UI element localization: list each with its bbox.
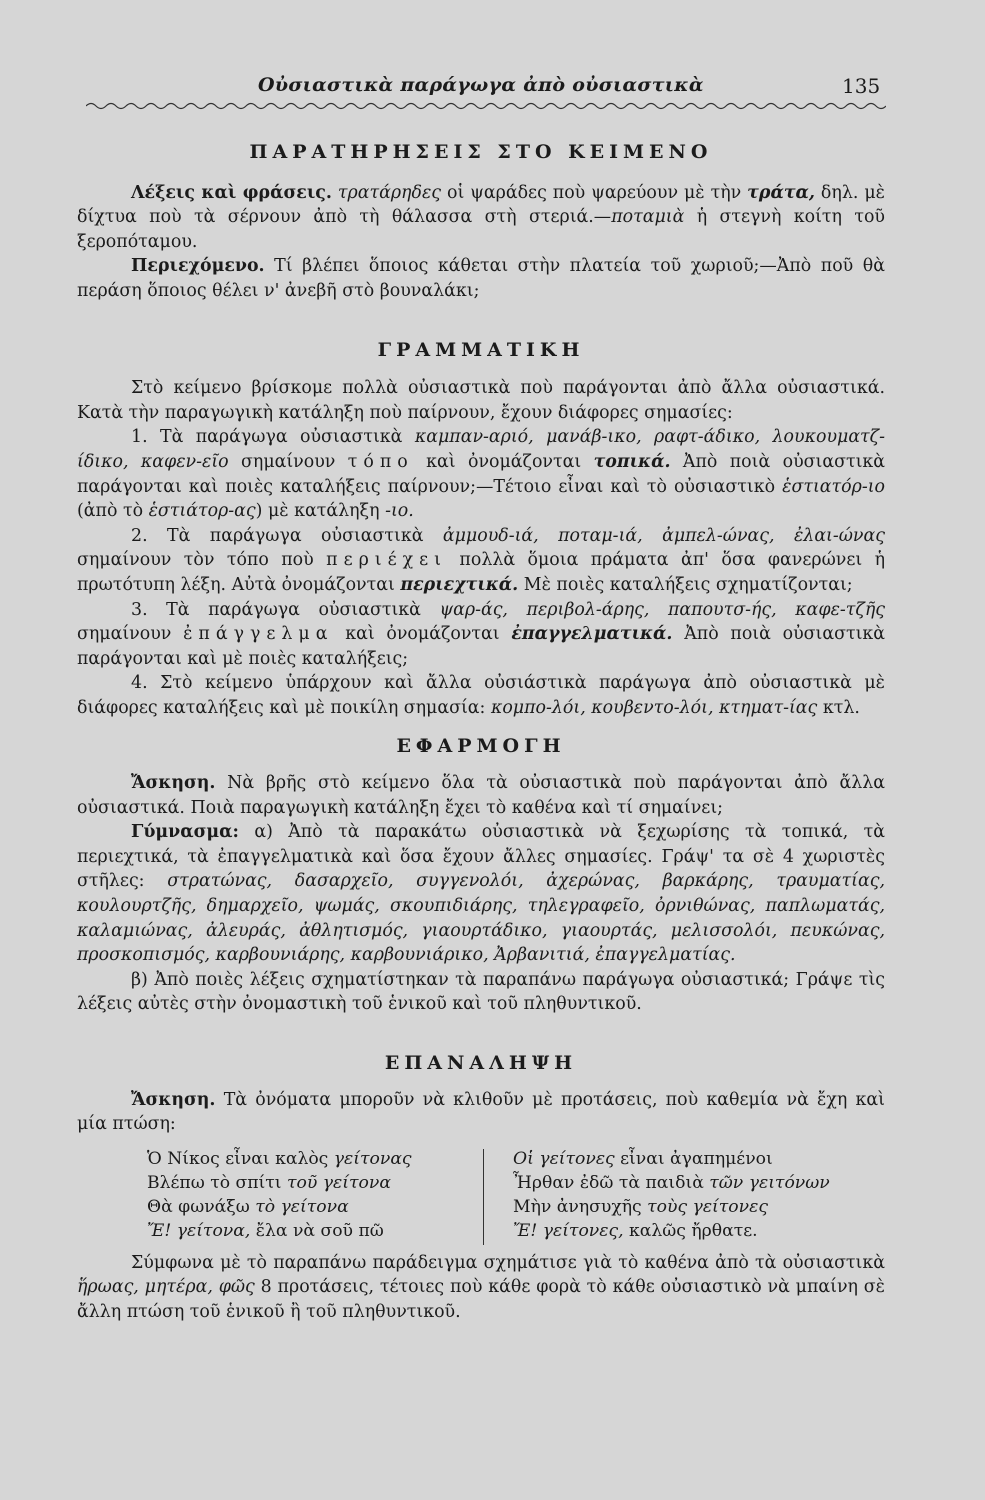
text-run: καὶ ὀνομάζονται <box>413 451 594 472</box>
grammar-item-3 <box>77 598 885 672</box>
text-run: σημαίνουν τὸν τόπο ποὺ <box>77 550 327 571</box>
page-number: 135 <box>842 74 881 98</box>
plural-line <box>513 1147 830 1171</box>
singular-column <box>147 1147 412 1243</box>
label-content: Περιεχόμενο. <box>131 256 265 277</box>
case-form: τοὺς γείτονες <box>647 1196 768 1217</box>
paragraph-practice-b: β) Ἀπὸ ποιὲς λέξεις σχηματίστηκαν τὰ παραπάνω παράγωγα οὐσιαστικά; Γράψε τὶς λέξεις αὐτὲς στὴν ὀνομαστικὴ τοῦ ἑνικοῦ καὶ τοῦ πληθυντικοῦ. <box>77 969 885 1015</box>
case-form: Ἔ! γείτονες, <box>513 1220 624 1241</box>
text-run: δηλ. μὲ δίχτυα ποὺ τὰ σέρνουν ἀπὸ τὴ θάλασσα στὴ στεριά.— <box>77 182 885 228</box>
paragraph-exercise <box>77 771 885 820</box>
text-run: ἡ στεγνὴ κοίτη τοῦ ξεροπόταμου. <box>77 207 886 252</box>
text-run: 4. Στὸ κείμενο ὑπάρχουν καὶ ἄλλα οὐσιάστικὰ παράγωγα ἀπὸ οὐσιαστικὰ μὲ διάφορες καταλήξεις καὶ μὲ ποικίλη σημασία: <box>77 673 885 718</box>
case-form: Οἱ γείτονες <box>513 1148 615 1169</box>
text-run: σημαίνουν <box>77 624 184 645</box>
text-run: εἶναι ἀγαπημένοι <box>614 1148 773 1169</box>
column-divider <box>483 1149 484 1245</box>
label-words-phrases: Λέξεις καὶ φράσεις. <box>131 182 332 203</box>
singular-line <box>147 1195 412 1219</box>
text-run: πολλὰ ὅμοια πράματα ἀπ' ὅσα φανερώνει ἡ πρωτότυπη λέξη. Αὐτὰ ὀνομάζονται <box>77 550 885 595</box>
paragraph-final-task <box>77 1251 885 1325</box>
text-run: Σύμφωνα μὲ τὸ παραπάνω παράδειγμα σχημάτισε γιὰ τὸ καθένα ἀπὸ τὰ οὐσιαστικὰ <box>131 1252 885 1273</box>
spaced-word-topo: τόπο <box>347 451 414 472</box>
singular-line <box>147 1147 412 1171</box>
text-run: καλῶς ἤρθατε. <box>623 1220 758 1241</box>
section-title-application: ΕΦΑΡΜΟΓΗ <box>396 735 566 758</box>
practice-word-list: στρατώνας, δασαρχεῖο, συγγενολόι, ἀχερώνας, βαρκάρης, τραυματίας, κουλουρτζῆς, δημαρχεῖο, ψωμάς, σκουπιδιάρης, τηλεγραφεῖο, ὀρνιθώνας, παπλωματάς, καλαμιώνας, ἀλευράς, ἀθλητισμός, γιαουρτάδικο, γιαουρτάς, μελισσολόι, πευκώνας, προσκοπισμός, καρβουνιάρης, καρβουνιάρικο, Ἀρβανιτιά, ἐπαγγελματίας. <box>77 871 885 966</box>
section-title-revision: ΕΠΑΝΑΛΗΨΗ <box>384 1052 578 1074</box>
paragraph-words-phrases <box>77 181 885 255</box>
text-run: Ὁ Νίκος εἶναι καλὸς <box>147 1148 334 1169</box>
section-title-observations: ΠΑΡΑΤΗΡΗΣΕΙΣ ΣΤΟ ΚΕΙΜΕΝΟ <box>249 141 713 163</box>
text-run: Μὴν ἀνησυχῆς <box>513 1196 648 1217</box>
examples-other: κομπο-λόι, κουβεντο-λόι, κτηματ-ίας <box>490 697 818 718</box>
singular-line <box>147 1219 412 1243</box>
grammar-item-1 <box>77 425 885 523</box>
spaced-word-epaggelma: ἐπάγγελμα <box>183 624 334 645</box>
plural-column <box>513 1147 830 1243</box>
paragraph-content <box>77 254 885 303</box>
example-estiatorio: ἑστιατόρ-ιο <box>782 476 885 497</box>
grammar-item-4 <box>77 671 885 720</box>
example-suffix-io: -ιο. <box>385 501 414 522</box>
text-run: κτλ. <box>817 697 860 718</box>
term-trataridhes: τρατάρηδες <box>337 182 442 203</box>
term-trata: τράτα, <box>747 182 815 203</box>
plural-line <box>513 1195 830 1219</box>
plural-line <box>513 1171 830 1195</box>
term-periexτika: περιεχτικά. <box>400 574 519 595</box>
text-run: Νὰ βρῆς στὸ κείμενο ὅλα τὰ οὐσιαστικὰ ποὺ παράγονται ἀπὸ ἄλλα οὐσιαστικά. Ποιὰ παραγωγικὴ κατάληξη ἔχει τὸ καθένα καὶ τί σημαίνει; <box>77 773 885 818</box>
text-run: καὶ ὀνομάζονται <box>333 624 512 645</box>
text-run: Ἀπὸ ποιὰ οὐσιαστικὰ παράγονται καὶ ποιὲς καταλήξεις παίρνουν;—Τέτοιο εἶναι καὶ τὸ οὐσιαστικὸ <box>77 451 886 497</box>
text-run: Μὲ ποιὲς καταλήξεις σχηματίζονται; <box>518 574 853 595</box>
paragraph-revision-exercise <box>77 1088 885 1137</box>
section-title-grammar: ΓΡΑΜΜΑΤΙΚΗ <box>377 338 585 361</box>
examples-collective: ἀμμουδ-ιά, ποταμ-ιά, ἀμπελ-ώνας, ἐλαι-ώνας <box>442 525 885 546</box>
running-title: Οὐσιαστικὰ παράγωγα ἀπὸ οὐσιαστικὰ <box>258 74 704 96</box>
text-run: ) μὲ κατάληξη <box>255 501 386 522</box>
label-practice: Γύμνασμα: <box>131 822 239 843</box>
label-revision-exercise: Ἄσκηση. <box>131 1089 216 1110</box>
case-form: γείτονας <box>333 1148 412 1169</box>
examples-local: καμπαν-αριό, μανάβ-ικο, ραφτ-άδικο, λουκουματζ-ίδικο, καφεν-εῖο <box>77 427 885 472</box>
page-content <box>77 140 885 1325</box>
text-run: σημαίνουν <box>228 451 348 472</box>
examples-professional: ψαρ-άς, περιβολ-άρης, παπουτσ-ής, καφε-τζῆς <box>439 599 885 620</box>
case-form: τὸ γείτονα <box>255 1196 349 1217</box>
wavy-rule <box>86 100 886 112</box>
declension-examples <box>147 1147 885 1247</box>
text-run: 3. Τὰ παράγωγα οὐσιαστικὰ <box>131 599 440 620</box>
text-run: Βλέπω τὸ σπίτι <box>147 1172 288 1193</box>
text-run: Ἦρθαν ἐδῶ τὰ παιδιὰ <box>513 1172 710 1193</box>
singular-line <box>147 1171 412 1195</box>
spaced-word-periexei: περιέχει <box>326 550 447 571</box>
text-run: Θὰ φωνάξω <box>147 1196 256 1217</box>
case-form: Ἔ! γείτονα, <box>147 1220 251 1241</box>
text-run: ἔλα νὰ σοῦ πῶ <box>250 1220 384 1241</box>
task-nouns: ἥρωας, μητέρα, φῶς <box>77 1277 255 1298</box>
text-run: α) Ἀπὸ τὰ παρακάτω οὐσιαστικὰ νὰ ξεχωρίσης τὰ τοπικά, τὰ περιεχτικά, τὰ ἐπαγγελματικὰ καὶ ὅσα ἔχουν ἄλλες σημασίες. Γράψ' τα σὲ 4 χωριστὲς στῆλες: <box>77 822 885 892</box>
label-exercise: Ἄσκηση. <box>131 773 216 794</box>
term-potamia: ποταμιὰ <box>611 207 685 228</box>
text-run: Τί βλέπει ὅποιος κάθεται στὴν πλατεία τοῦ χωριοῦ;—Ἀπὸ ποῦ θὰ περάση ὅποιος θέλει ν' ἀνεβῆ στὸ βουναλάκι; <box>77 256 885 301</box>
case-form: τοῦ γείτονα <box>287 1172 391 1193</box>
text-run: 1. Τὰ παράγωγα οὐσιαστικὰ <box>131 427 415 448</box>
text-run: Ἀπὸ ποιὰ οὐσιαστικὰ παράγονται καὶ μὲ ποιὲς καταλήξεις; <box>77 624 886 669</box>
paragraph-grammar-intro: Στὸ κείμενο βρίσκομε πολλὰ οὐσιαστικὰ ποὺ παράγονται ἀπὸ ἄλλα οὐσιαστικά. Κατὰ τὴν παραγωγικὴ κατάληξη ποὺ παίρνουν, ἔχουν διάφορες σημασίες: <box>77 378 885 423</box>
example-estiatoras: ἑστιάτορ-ας <box>148 501 256 522</box>
text-run: 2. Τὰ παράγωγα οὐσιαστικὰ <box>131 525 443 546</box>
text-run: Τὰ ὀνόματα μποροῦν νὰ κλιθοῦν μὲ προτάσεις, ποὺ καθεμία νὰ ἔχη καὶ μία πτώση: <box>77 1089 885 1135</box>
text-run: (ἀπὸ τὸ <box>77 501 149 522</box>
grammar-item-2 <box>77 524 885 598</box>
text-run: οἱ ψαράδες ποὺ ψαρεύουν μὲ τὴν <box>441 182 748 203</box>
term-epaggelmatika: ἐπαγγελματικά. <box>511 624 673 645</box>
paragraph-practice <box>77 820 885 968</box>
term-topika: τοπικά. <box>593 451 671 472</box>
text-run: 8 προτάσεις, τέτοιες ποὺ κάθε φορὰ τὸ κάθε οὐσιαστικὸ νὰ μπαίνη σὲ ἄλλη πτώση τοῦ ἑνικοῦ ἢ τοῦ πληθυντικοῦ. <box>77 1277 885 1322</box>
plural-line <box>513 1219 830 1243</box>
case-form: τῶν γειτόνων <box>709 1172 830 1193</box>
